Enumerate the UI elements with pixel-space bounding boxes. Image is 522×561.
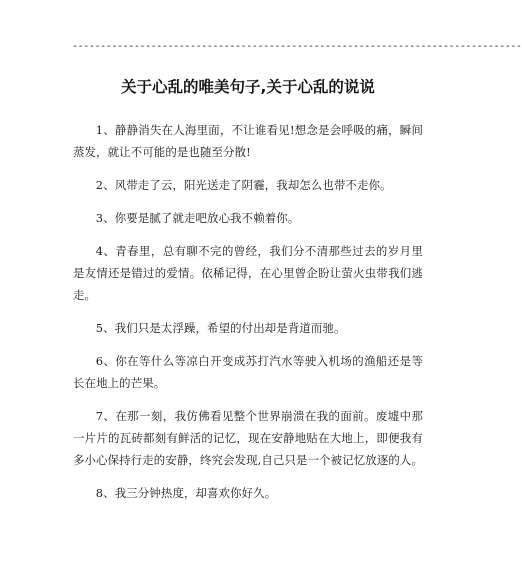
paragraph-4: 4、青春里，总有聊不完的曾经，我们分不清那些过去的岁月里是友情还是错过的爱情。依稀记得，在心里曾企盼让萤火虫带我们逃走。	[73, 244, 423, 302]
document-body	[73, 119, 423, 515]
paragraph-7: 7、在那一刻，我仿佛看见整个世界崩溃在我的面前。废墟中那一片片的瓦砖都刻有鲜活的记忆，现在安静地贴在大地上，即便我有多小心保持行走的安静，终究会发现,自己只是一个被记忆放逐的人。	[73, 409, 423, 467]
paragraph-6: 6、你在等什么等凉白开变成苏打汽水等驶入机场的渔船还是等长在地上的芒果。	[73, 354, 423, 390]
paragraph-8: 8、我三分钟热度，却喜欢你好久。	[95, 486, 277, 500]
paragraph-3: 3、你要是腻了就走吧放心我不赖着你。	[95, 211, 300, 225]
paragraph-2: 2、风带走了云，阳光送走了阴霾，我却怎么也带不走你。	[95, 178, 392, 192]
header-separator: --------------------------------------------------------------------------------	[72, 41, 522, 52]
paragraph-1: 1、静静消失在人海里面，不让谁看见!想念是会呼吸的痛，瞬间蒸发，就让不可能的是也随至分散!	[73, 123, 423, 159]
document-title: 关于心乱的唯美句子,关于心乱的说说	[121, 78, 375, 96]
paragraph-5: 5、我们只是太浮躁，希望的付出却是背道而驰。	[95, 321, 346, 335]
